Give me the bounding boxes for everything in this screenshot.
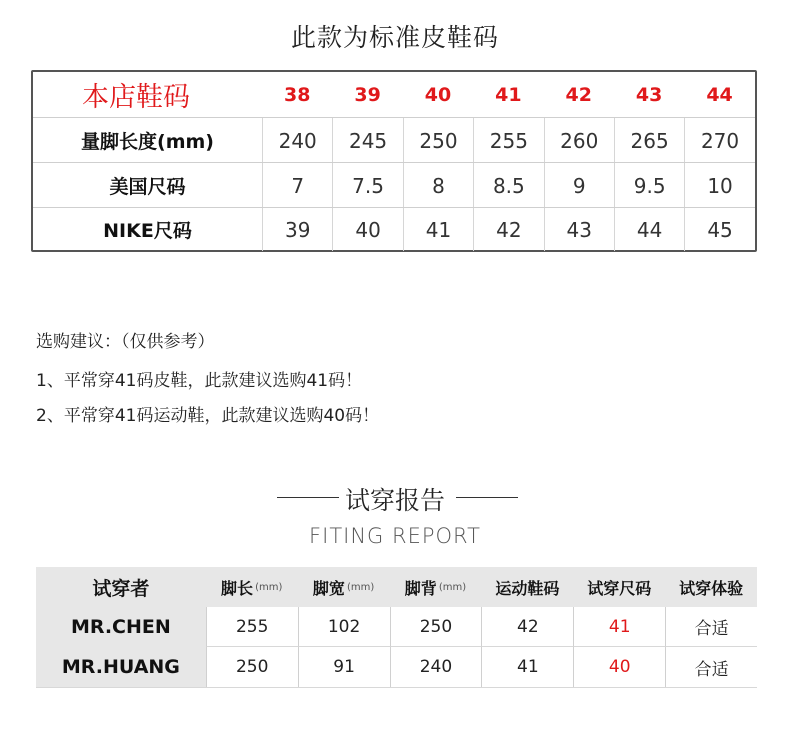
advice-heading: 选购建议：（仅供参考）: [36, 332, 215, 352]
size-cell: 7.5: [332, 163, 402, 208]
header-label: 脚长: [221, 578, 254, 598]
header-unit: (mm): [438, 581, 467, 593]
size-row-nike: [33, 207, 755, 251]
size-cell: 43: [544, 208, 614, 251]
row-label: 美国尺码: [109, 176, 186, 198]
table-cell: 102: [298, 607, 390, 647]
store-size-cell: 39: [354, 83, 381, 106]
tester-name: MR.HUANG: [36, 647, 206, 687]
table-cell: 合适: [665, 607, 757, 647]
size-cell: 270: [684, 118, 754, 163]
table-row: [36, 607, 757, 647]
size-cell: 10: [684, 163, 754, 208]
tried-size-cell: 41: [573, 607, 665, 647]
store-size-cell: 44: [706, 83, 733, 106]
header-cell: [390, 567, 482, 607]
tester-name: MR.CHEN: [36, 607, 206, 647]
table-cell: 41: [481, 647, 573, 687]
table-cell: 42: [481, 607, 573, 647]
header-cell: [298, 567, 390, 607]
table-row: [36, 647, 757, 688]
header-unit: (mm): [346, 581, 375, 593]
size-cell: 9: [544, 163, 614, 208]
size-cell: 42: [473, 208, 543, 251]
header-label: 脚宽: [312, 578, 345, 598]
size-table: [31, 70, 757, 252]
size-cell: 45: [684, 208, 754, 251]
table-cell: 240: [390, 647, 482, 687]
table-cell: 250: [206, 647, 298, 687]
header-cell: 试穿体验: [679, 578, 744, 598]
header-label: 脚背: [404, 578, 437, 598]
size-cell: 8.5: [473, 163, 543, 208]
size-row-store: [33, 72, 755, 117]
size-cell: 39: [262, 208, 332, 251]
table-cell: 合适: [665, 647, 757, 687]
size-cell: 240: [262, 118, 332, 163]
store-size-cell: 42: [565, 83, 592, 106]
advice-item: 1、平常穿41码皮鞋，此款建议选购41码！: [36, 371, 363, 391]
fitting-report-table: [36, 567, 757, 690]
store-size-cell: 40: [424, 83, 452, 106]
header-unit: (mm): [255, 581, 283, 593]
page-title: 此款为标准皮鞋码: [290, 23, 499, 52]
size-cell: 8: [403, 163, 473, 208]
size-cell: 44: [614, 208, 684, 251]
header-cell: 试穿尺码: [587, 578, 652, 598]
size-cell: 7: [262, 163, 332, 208]
table-cell: 91: [298, 647, 390, 687]
size-cell: 245: [332, 118, 402, 163]
size-cell: 260: [544, 118, 614, 163]
advice-item: 2、平常穿41码运动鞋，此款建议选购40码！: [36, 406, 380, 426]
size-cell: 265: [614, 118, 684, 163]
store-size-cell: 38: [283, 83, 311, 106]
size-row-foot-length: [33, 117, 755, 163]
row-label: NIKE尺码: [103, 220, 192, 242]
tried-size-cell: 40: [573, 647, 665, 687]
size-row-us: [33, 162, 755, 208]
header-cell: [206, 567, 298, 607]
size-cell: 255: [473, 118, 543, 163]
header-cell: 运动鞋码: [495, 578, 560, 598]
store-size-cell: 43: [635, 83, 663, 106]
divider-line: [456, 497, 518, 498]
store-size-cell: 41: [495, 83, 522, 106]
size-cell: 41: [403, 208, 473, 251]
size-cell: 9.5: [614, 163, 684, 208]
size-cell: 250: [403, 118, 473, 163]
report-header-row: [36, 567, 757, 607]
table-cell: 255: [206, 607, 298, 647]
report-subtitle: FITING REPORT: [309, 524, 481, 548]
header-cell: 试穿者: [36, 567, 206, 607]
row-label: 量脚长度(mm): [81, 131, 214, 153]
store-size-label: 本店鞋码: [82, 82, 190, 113]
report-title: 试穿报告: [344, 486, 445, 515]
table-cell: 250: [390, 607, 482, 647]
size-cell: 40: [332, 208, 402, 251]
